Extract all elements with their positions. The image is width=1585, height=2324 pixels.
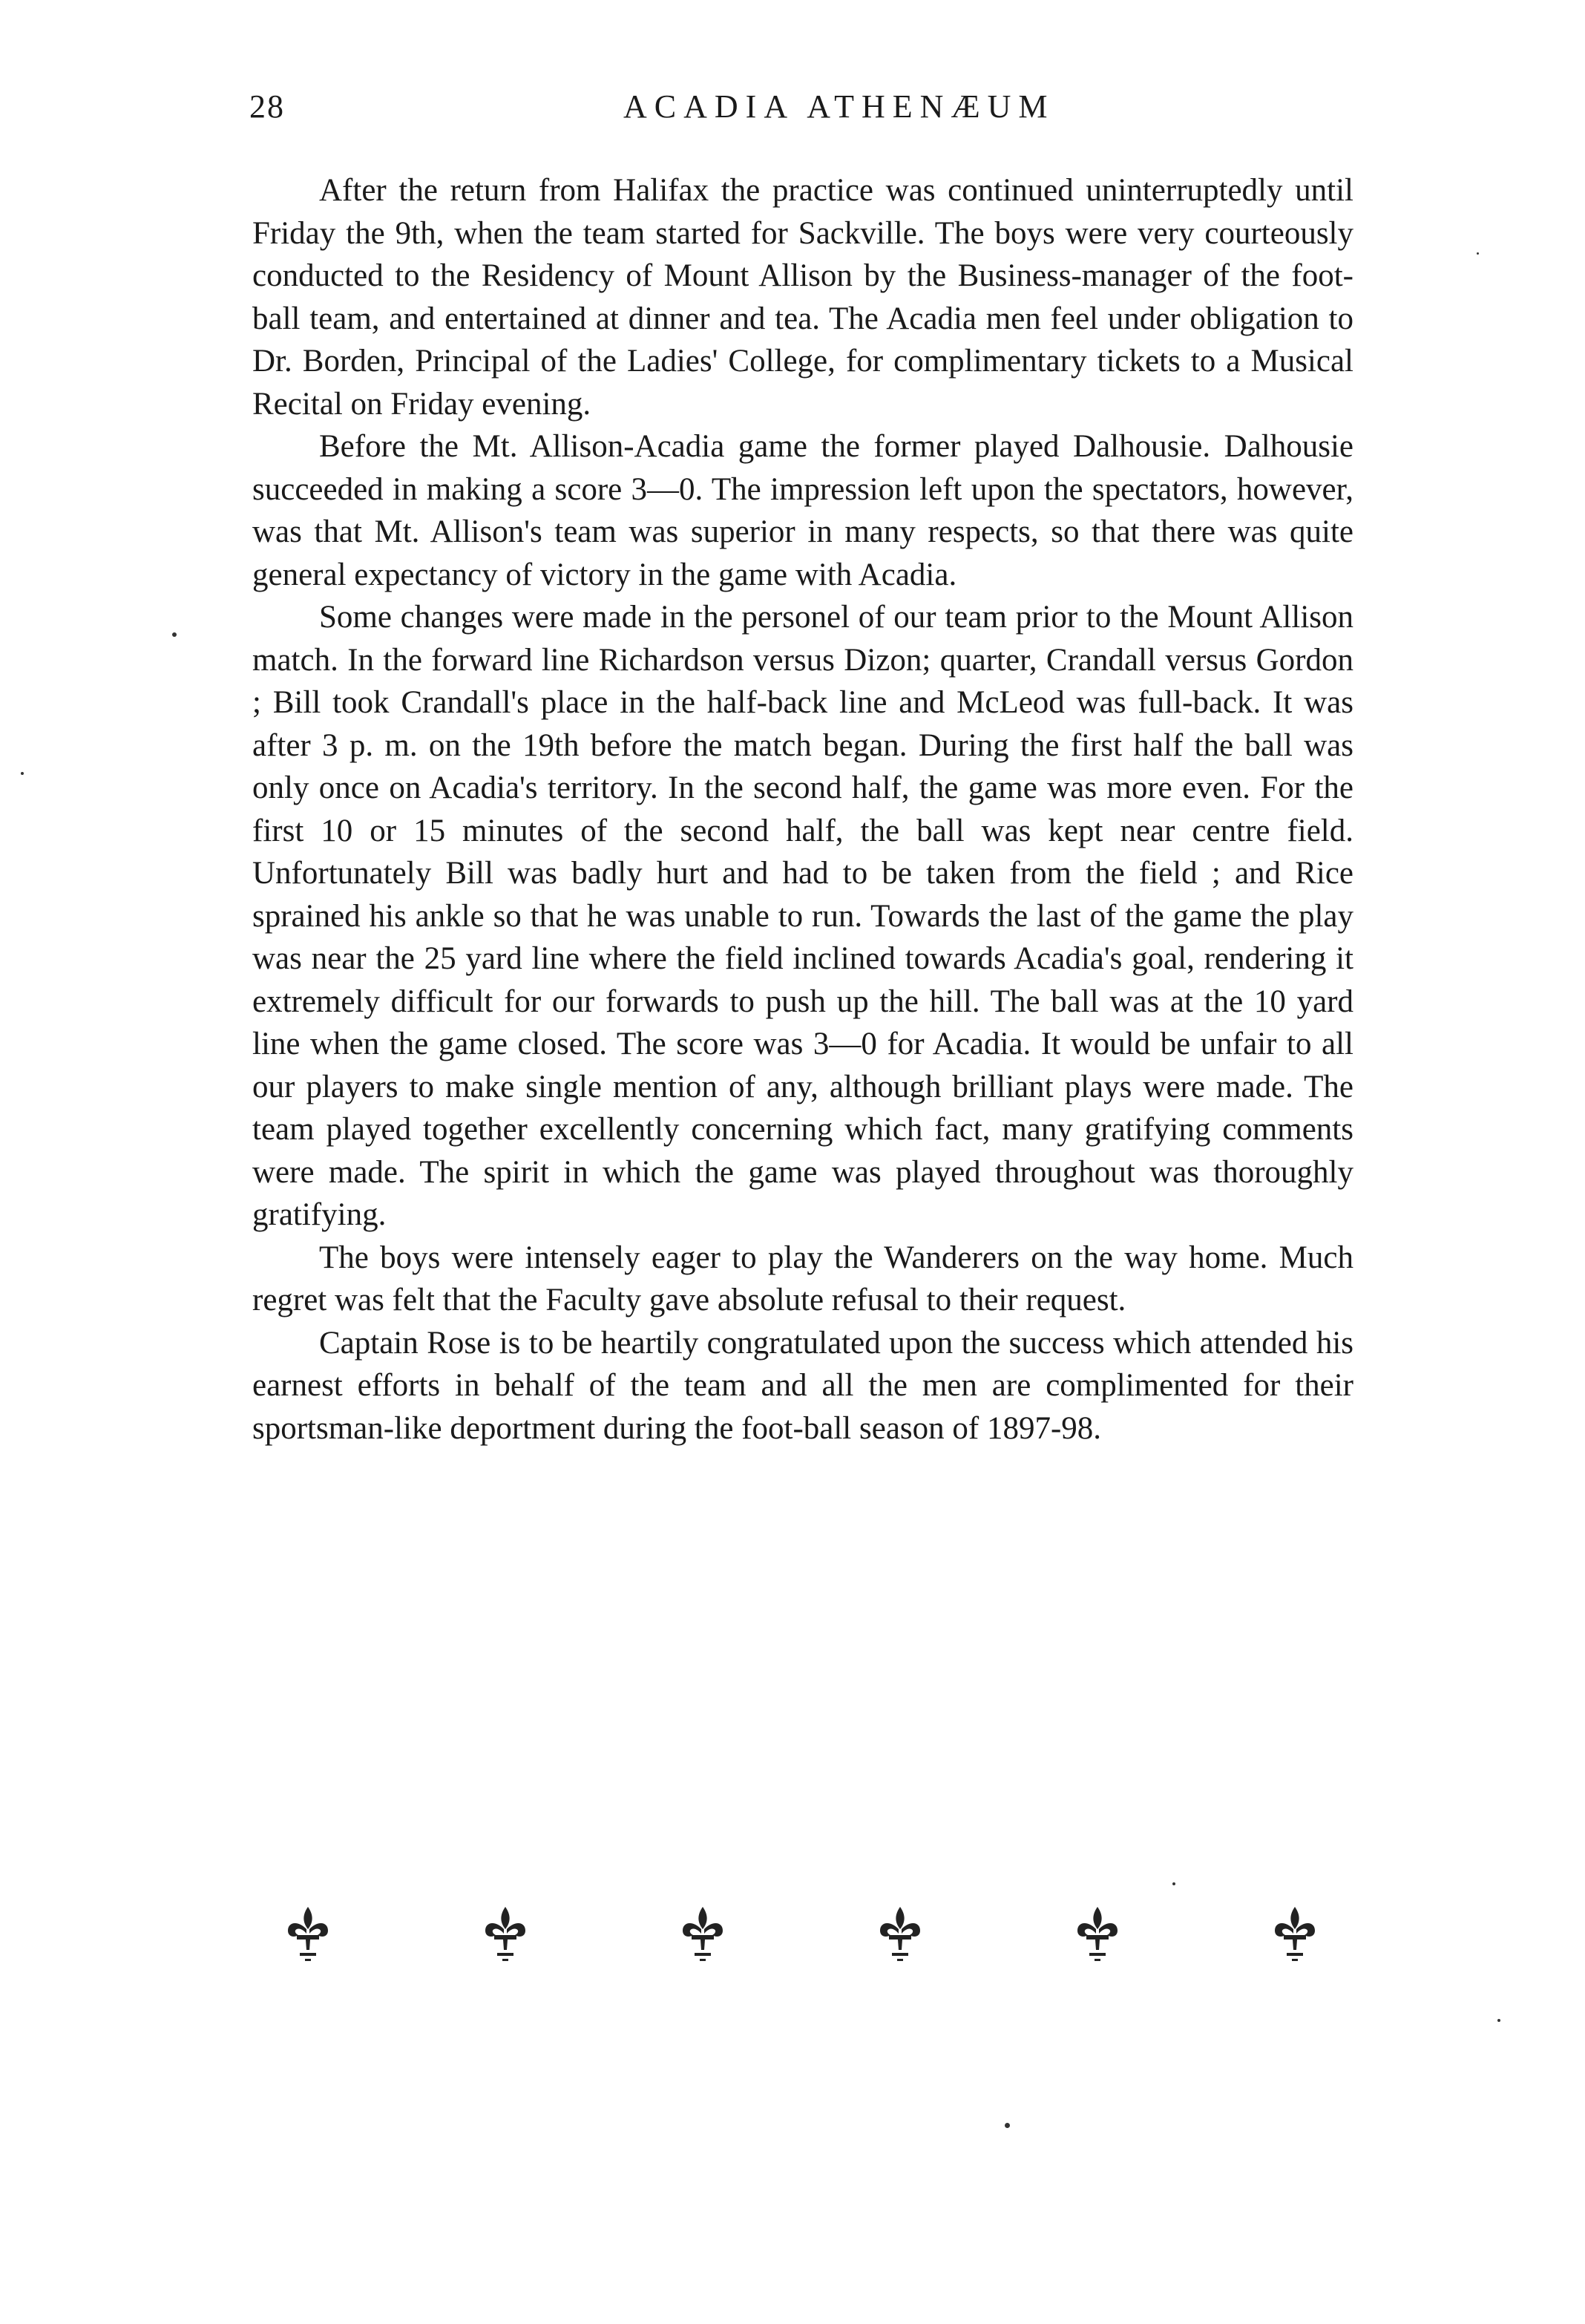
fleur-de-lis-icon — [282, 1904, 334, 1971]
fleur-de-lis-icon — [1072, 1904, 1123, 1971]
running-head: ACADIA ATHENÆUM — [623, 88, 1055, 125]
article-body — [252, 169, 1353, 1450]
page-number: 28 — [249, 88, 285, 125]
fleur-de-lis-icon — [479, 1904, 531, 1971]
scan-speck — [1497, 2019, 1500, 2022]
page-header — [0, 88, 1585, 147]
paragraph: After the return from Halifax the practice was continued uninterruptedly until Friday the 9th, when the team started for Sackville. The boys were very courteously conducted to the Residency of Mount Allison by the Business-manager of the foot-ball team, and entertained at dinner and tea. The Acadia men feel under obligation to Dr. Borden, Principal of the Ladies' College, for complimentary tickets to a Musical Recital on Friday evening. — [252, 173, 1353, 422]
scan-speck — [1172, 1882, 1175, 1885]
paragraph: Some changes were made in the personel of our team prior to the Mount Allison match. In the forward line Richardson versus Dizon; quarter, Crandall versus Gordon ; Bill took Crandall's place in the half-back line and McLeod was full-back. It was after 3 p. m. on the 19th before the match began. During the first half the ball was only once on Acadia's territory. In the second half, the game was more even. For the first 10 or 15 minutes of the second half, the ball was kept near centre field. Unfortunately Bill was badly hurt and had to be taken from the field ; and Rice sprained his ankle so that he was unable to run. Towards the last of the game the play was near the 25 yard line where the field inclined towards Acadia's goal, rendering it extremely difficult for our forwards to push up the hill. The ball was at the 10 yard line when the game closed. The score was 3—0 for Acadia. It would be unfair to all our players to make single mention of any, although brilliant plays were made. The team played together excellently concerning which fact, many gratifying comments were made. The spirit in which the game was played throughout was thoroughly gratifying. — [252, 600, 1353, 1232]
paragraph: The boys were intensely eager to play the Wanderers on the way home. Much regret was felt that the Faculty gave absolute refusal to their request. — [252, 1240, 1353, 1318]
scan-speck — [1477, 252, 1479, 255]
fleur-de-lis-icon — [874, 1904, 926, 1971]
fleur-de-lis-icon — [677, 1904, 729, 1971]
scan-speck — [21, 772, 24, 775]
paragraph: Before the Mt. Allison-Acadia game the former played Dalhousie. Dalhousie succeeded in making a score 3—0. The impression left upon the spectators, however, was that Mt. Allison's team was superior in many respects, so that there was quite general expectancy of victory in the game with Acadia. — [252, 429, 1353, 592]
scan-speck — [172, 632, 177, 637]
ornament-row — [282, 1885, 1321, 1989]
fleur-de-lis-icon — [1269, 1904, 1321, 1971]
paragraph: Captain Rose is to be heartily congratulated upon the success which attended his earnest efforts in behalf of the team and all the men are complimented for their sportsman-like deportment during the foot-ball season of 1897-98. — [252, 1325, 1353, 1446]
scan-speck — [1005, 2123, 1010, 2128]
